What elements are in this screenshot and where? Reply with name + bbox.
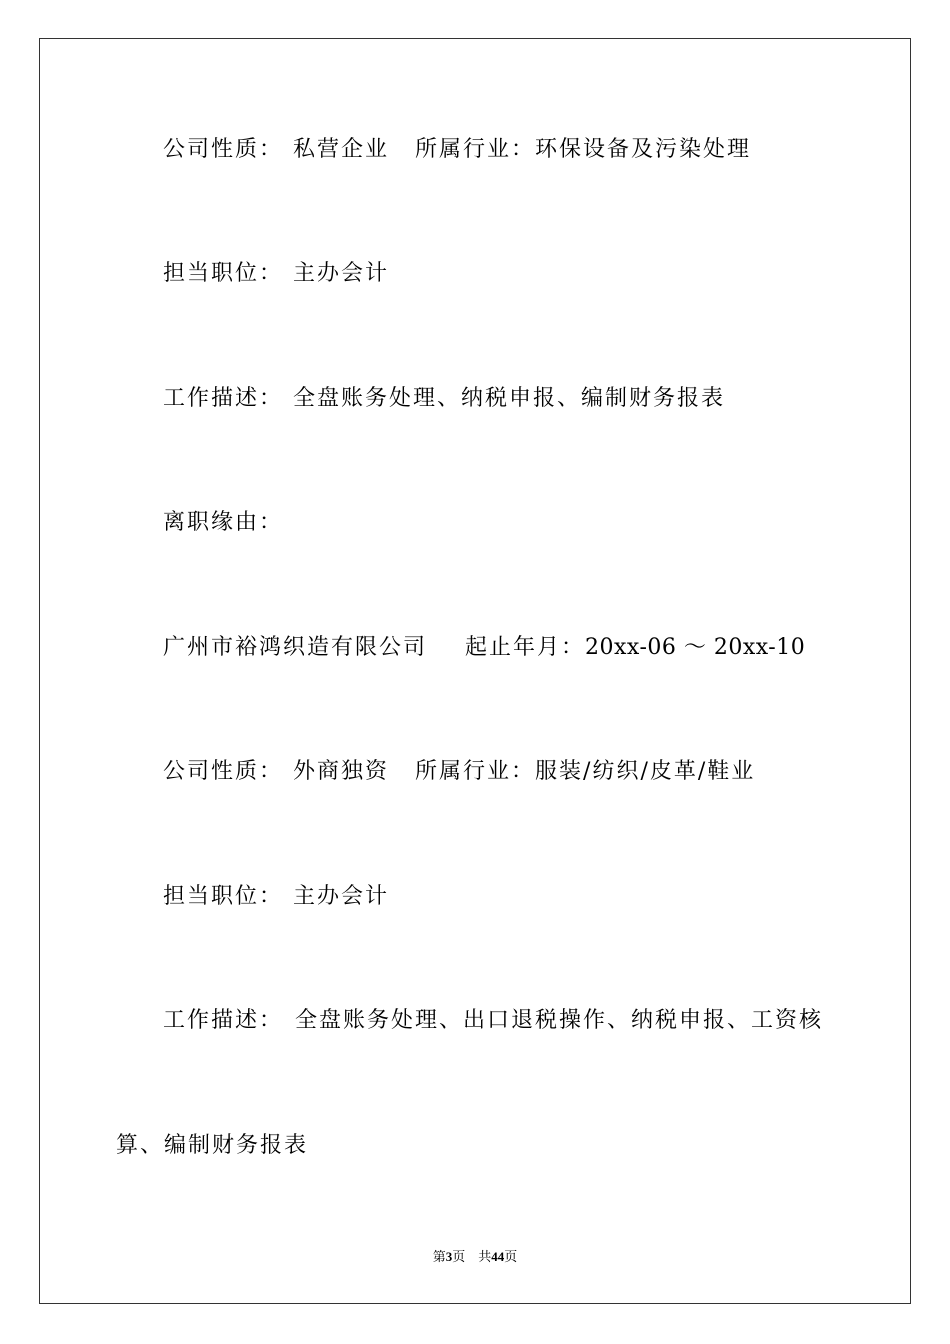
company-nature-line-2	[163, 759, 755, 785]
job-description-line-1	[163, 386, 725, 412]
period-value: 20xx-06 ～ 20xx-10	[585, 635, 806, 660]
position-line-1	[163, 261, 389, 287]
current-page: 3	[445, 1249, 453, 1264]
job-description-line-2	[163, 1008, 823, 1034]
value: 主办会计	[293, 884, 390, 909]
leaving-reason-line	[163, 510, 283, 536]
page-frame	[39, 38, 911, 1304]
label: 担当职位：	[163, 261, 284, 286]
text: 算、编制财务报表	[116, 1133, 309, 1158]
label: 所属行业：	[415, 137, 536, 162]
value: 私营企业	[293, 137, 390, 162]
company-period-line	[163, 635, 805, 661]
job-description-continuation	[116, 1133, 308, 1159]
company-name: 广州市裕鸿织造有限公司	[163, 635, 428, 660]
footer-suffix: 页	[504, 1249, 518, 1264]
value: 环保设备及污染处理	[535, 137, 752, 162]
value: 全盘账务处理、纳税申报、编制财务报表	[293, 386, 726, 411]
label: 担当职位：	[163, 884, 284, 909]
footer-mid: 页 共	[452, 1249, 492, 1264]
label: 工作描述：	[163, 386, 284, 411]
position-line-2	[163, 884, 389, 910]
footer-prefix: 第	[432, 1249, 446, 1264]
label: 公司性质：	[163, 137, 284, 162]
label: 工作描述：	[163, 1008, 284, 1033]
value: 外商独资	[293, 759, 390, 784]
value: 服装/纺织/皮革/鞋业	[535, 759, 756, 784]
value: 主办会计	[293, 261, 390, 286]
period-label: 起止年月：	[465, 635, 586, 660]
total-pages: 44	[491, 1249, 505, 1264]
label: 公司性质：	[163, 759, 284, 784]
value: 全盘账务处理、出口退税操作、纳税申报、工资核	[295, 1008, 824, 1033]
label: 离职缘由：	[163, 510, 284, 535]
label: 所属行业：	[415, 759, 536, 784]
page-footer	[0, 1248, 950, 1266]
company-nature-line-1	[163, 137, 751, 163]
